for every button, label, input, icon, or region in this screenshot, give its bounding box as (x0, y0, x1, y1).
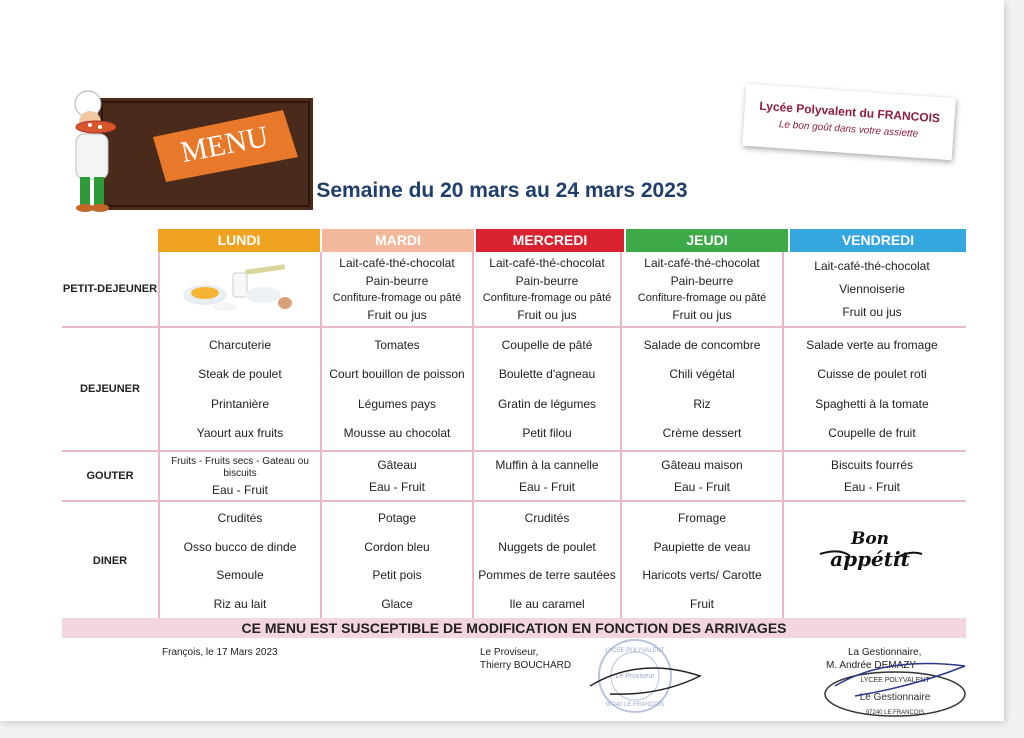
food-item: Salade de concombre (643, 337, 761, 352)
food-item: Gratin de légumes (497, 396, 597, 411)
food-item: Pommes de terre sautées (478, 568, 616, 583)
food-item: Pain-beurre (515, 274, 579, 288)
food-item: Spaghetti à la tomate (815, 396, 929, 411)
food-item: Nuggets de poulet (498, 539, 596, 554)
cell-petit-dejeuner-jeudi (622, 252, 784, 326)
food-item: Cuisse de poulet roti (817, 367, 927, 382)
food-item: Yaourt aux fruits (196, 426, 284, 441)
food-item: Confiture-fromage ou pâté (332, 292, 462, 304)
food-item: Paupiette de veau (653, 539, 751, 554)
cell-gouter-mardi (322, 452, 474, 500)
food-item: Lait-café-thé-chocolat (814, 258, 930, 273)
food-item: Pain-beurre (365, 274, 429, 288)
food-item: Tomates (374, 337, 420, 352)
food-item: Chili végétal (669, 367, 735, 382)
gestionnaire-stamp-line: Le Gestionnaire (859, 692, 931, 703)
food-item: Petit pois (372, 568, 422, 583)
food-item: Eau - Fruit (518, 480, 575, 494)
food-item: Gâteau (377, 458, 417, 472)
day-header-vendredi: VENDREDI (790, 229, 966, 252)
cell-petit-dejeuner-mardi (322, 252, 474, 326)
gestionnaire-title: La Gestionnaire, (848, 647, 922, 658)
food-item: Coupelle de fruit (828, 426, 916, 441)
food-item: Légumes pays (357, 396, 437, 411)
food-item: Riz au lait (213, 596, 267, 611)
breakfast-image (175, 263, 305, 315)
proviseur-name: Thierry BOUCHARD (480, 660, 572, 671)
proviseur-signature (590, 668, 700, 694)
day-header-mardi: MARDI (322, 229, 476, 252)
meal-label: DEJEUNER (62, 328, 160, 450)
food-item: Ile au caramel (509, 596, 585, 611)
bon-appetit-lettering (810, 520, 930, 580)
food-item: Eau - Fruit (211, 482, 268, 497)
svg-text:Bon: Bon (850, 529, 890, 549)
food-item: Riz (693, 396, 711, 411)
cell-gouter-lundi (160, 452, 322, 500)
food-item: Fruits - Fruits secs - Gateau ou biscuits (171, 455, 309, 479)
food-item: Glace (381, 596, 413, 611)
food-item: Mousse au chocolat (343, 426, 451, 441)
meal-label: DINER (62, 502, 160, 620)
modification-notice: CE MENU EST SUSCEPTIBLE DE MODIFICATION EN FONCTION DES ARRIVAGES (62, 618, 966, 638)
proviseur-stamp-line: LYCEE POLYVALENT (605, 648, 665, 654)
day-header-mercredi: MERCREDI (476, 229, 626, 252)
school-name: Lycée Polyvalent du FRANCOIS (758, 98, 941, 126)
meal-label: PETIT-DEJEUNER (62, 252, 160, 326)
food-item: Eau - Fruit (673, 480, 730, 494)
food-item: Crudités (524, 511, 570, 526)
food-item: Charcuterie (208, 337, 272, 352)
food-item: Osso bucco de dinde (183, 539, 297, 554)
cell-diner-lundi (160, 502, 322, 620)
cell-gouter-vendredi (784, 452, 960, 500)
place-date: François, le 17 Mars 2023 (162, 647, 278, 658)
food-item: Crudités (217, 511, 263, 526)
gestionnaire-stamp-line: 97240 LE FRANCOIS (865, 710, 925, 716)
row-dejeuner (62, 328, 966, 452)
cell-diner-mercredi (474, 502, 622, 620)
food-item: Coupelle de pâté (501, 337, 593, 352)
food-item: Biscuits fourrés (830, 458, 914, 472)
food-item: Petit filou (522, 426, 572, 441)
food-item: Lait-café-thé-chocolat (489, 256, 605, 270)
food-item: Crème dessert (662, 426, 742, 441)
food-item: Confiture-fromage ou pâté (482, 292, 612, 304)
food-item: Boulette d'agneau (498, 367, 596, 382)
cell-petit-dejeuner-vendredi (784, 252, 960, 326)
row-petit-dejeuner (62, 252, 966, 328)
day-header-jeudi: JEUDI (626, 229, 790, 252)
day-header-row (158, 229, 966, 252)
cell-diner-mardi (322, 502, 474, 620)
cell-dejeuner-vendredi (784, 328, 960, 450)
svg-text:appétit: appétit (830, 547, 910, 571)
food-item: Pain-beurre (670, 274, 734, 288)
menu-logo-text: MENU (178, 119, 272, 170)
food-item: Fruit ou jus (842, 305, 902, 320)
cell-gouter-mercredi (474, 452, 622, 500)
food-item: Printanière (210, 396, 270, 411)
food-item: Fruit (690, 596, 714, 611)
food-item: Semoule (216, 568, 264, 583)
food-item: Eau - Fruit (368, 480, 425, 494)
food-item: Fruit ou jus (672, 308, 732, 322)
cell-dejeuner-mardi (322, 328, 474, 450)
food-item: Lait-café-thé-chocolat (644, 256, 760, 270)
cell-dejeuner-mercredi (474, 328, 622, 450)
proviseur-title: Le Proviseur, (480, 647, 539, 658)
food-item: Viennoiserie (839, 281, 905, 296)
food-item: Salade verte au fromage (806, 337, 938, 352)
food-item: Muffin à la cannelle (495, 458, 599, 472)
cell-gouter-jeudi (622, 452, 784, 500)
day-header-lundi: LUNDI (158, 229, 322, 252)
proviseur-stamp-line: 97240 LE FRANCOIS (605, 702, 665, 708)
proviseur-stamp (580, 636, 720, 716)
food-item: Eau - Fruit (843, 480, 900, 494)
food-item: Gâteau maison (661, 458, 743, 472)
gestionnaire-name: M. Andrée DEMAZY (826, 660, 917, 671)
gestionnaire-stamp-line: LYCEE POLYVALENT (860, 677, 930, 684)
school-slogan: Le bon goût dans votre assiette (778, 119, 919, 140)
food-item: Fruit ou jus (367, 308, 427, 322)
food-item: Steak de poulet (198, 367, 282, 382)
meal-label: GOUTER (62, 452, 160, 500)
food-item: Confiture-fromage ou pâté (637, 292, 767, 304)
cell-petit-dejeuner-mercredi (474, 252, 622, 326)
row-gouter (62, 452, 966, 502)
cell-diner-jeudi (622, 502, 784, 620)
food-item: Potage (377, 511, 417, 526)
proviseur-stamp-line: Le Proviseur (615, 673, 655, 680)
gestionnaire-stamp (815, 656, 975, 720)
food-item: Fromage (677, 511, 727, 526)
school-label (742, 84, 956, 160)
week-title: Semaine du 20 mars au 24 mars 2023 (316, 179, 688, 202)
food-item: Court bouillon de poisson (329, 367, 465, 382)
food-item: Fruit ou jus (517, 308, 577, 322)
cell-dejeuner-lundi (160, 328, 322, 450)
food-item: Haricots verts/ Carotte (642, 568, 762, 583)
cell-dejeuner-jeudi (622, 328, 784, 450)
food-item: Lait-café-thé-chocolat (339, 256, 455, 270)
cell-petit-dejeuner-lundi (160, 252, 322, 326)
food-item: Cordon bleu (364, 539, 430, 554)
